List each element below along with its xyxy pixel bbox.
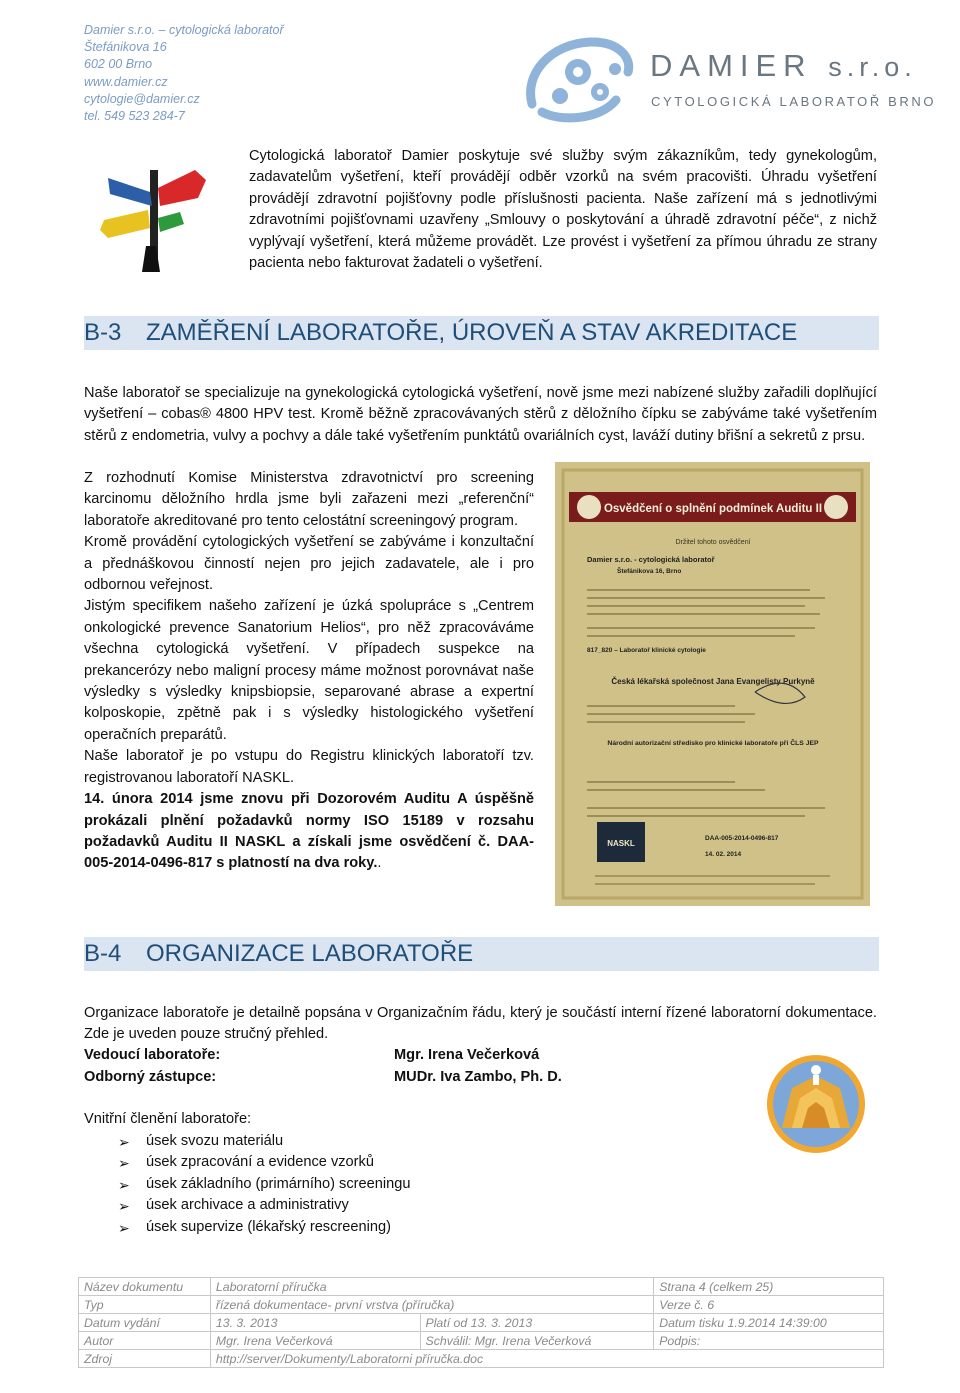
logo-wordmark: DAMIER s.r.o. [650, 48, 917, 83]
certificate-holder-address: Štefánikova 16, Brno [617, 568, 682, 575]
arrow-bullet-icon: ➢ [118, 1176, 130, 1193]
table-row [79, 1332, 884, 1350]
table-row [79, 1350, 884, 1368]
accreditation-certificate-image [555, 462, 870, 906]
footer-cell: řízená dokumentace- první vrstva (příručka) [210, 1296, 653, 1314]
list-item: ➢ úsek zpracování a evidence vzorků [118, 1152, 410, 1173]
table-row [79, 1314, 884, 1332]
footer-cell: http://server/Dokumenty/Laboratorni příručka.doc [210, 1350, 883, 1368]
paragraph: Jistým specifikem našeho zařízení je úzká spolupráce s „Centrem onkologické prevence Sanatorium Helios“, pro něž zpracováváme všechna cytologická vyšetření. V případech suspekce na prekancerózy nebo maligní procesy máme možnost porovnávat naše výsledky s výsledky knipsbiopsie, separované abrase a expertní kolposkopie, zpětně pak i s výsledky histologického vyšetření operačních preparátů. [84, 598, 534, 743]
table-row [79, 1296, 884, 1314]
list-item: ➢ úsek základního (primárního) screeningu [118, 1174, 410, 1195]
footer-cell: Zdroj [79, 1350, 211, 1368]
units-subheading: Vnitřní členění laboratoře: [84, 1111, 252, 1127]
footer-cell: Platí od 13. 3. 2013 [420, 1314, 654, 1332]
footer-cell: Autor [79, 1332, 211, 1350]
footer-cell: Název dokumentu [79, 1278, 211, 1296]
footer-cell: Schválil: Mgr. Irena Večerková [420, 1332, 654, 1350]
certificate-holder-label: Držitel tohoto osvědčení [675, 539, 751, 546]
paragraph: Z rozhodnutí Komise Ministerstva zdravotnictví pro screening karcinomu děložního hrdla jsme byli zařazeni mezi „referenční“ laboratoře akreditované pro tento celostátní screeningový program. [84, 470, 534, 529]
role-row: Vedoucí laboratoře: Mgr. Irena Večerková [84, 1047, 540, 1063]
intro-paragraph: Cytologická laboratoř Damier poskytuje své služby svým zákazníkům, tedy gynekologům, zadavatelům vyšetření, kteří provádějí odběr vzorků na svém pracovišti. Úhradu vyšetření provádějí zdravotní pojišťovny podle příslušnosti pacienta. Naše zařízení má s jednotlivými zdravotními pojišťovnami uzavřeny „Smlouvy o poskytování a úhradě zdravotní péče“, z nichž vyplývají vyšetření, která můžeme provádět. Lze provést i vyšetření za přímou úhradu ze strany pacienta nebo fakturovat žadateli o vyšetření. [249, 148, 877, 272]
organization-illustration-icon [762, 1048, 870, 1156]
logo-subtitle: CYTOLOGICKÁ LABORATOŘ BRNO [651, 94, 937, 109]
footer-cell: Mgr. Irena Večerková [210, 1332, 420, 1350]
address-line: cytologie@damier.cz [84, 91, 200, 106]
certificate-authority: Národní autorizační středisko pro klinické laboratoře při ČLS JEP [607, 740, 819, 747]
certificate-society: Česká lékařská společnost Jana Evangelisty Purkyně [611, 677, 815, 686]
signpost-icon [100, 150, 210, 275]
address-line: 602 00 Brno [84, 57, 153, 72]
damier-logo-icon [520, 34, 642, 124]
section-b3-column [84, 468, 534, 875]
list-item: ➢ úsek supervize (lékařský rescreening) [118, 1217, 410, 1238]
certificate-holder: Damier s.r.o. - cytologická laboratoř [587, 555, 715, 564]
units-list [118, 1131, 410, 1238]
address-line: Štefánikova 16 [84, 40, 167, 55]
footer-cell: Podpis: [654, 1332, 884, 1350]
footer-cell: Verze č. 6 [654, 1296, 884, 1314]
address-line: www.damier.cz [84, 74, 168, 89]
certificate-code: 817_820 – Laboratoř klinické cytologie [587, 647, 706, 654]
section-b3-intro: Naše laboratoř se specializuje na gynekologická cytologická vyšetření, nově jsme mezi nabízené služby zařadili doplňující vyšetření – cobas® 4800 HPV test. Kromě běžně zpracovávaných stěrů z děložního čípku se zabýváme také vyšetřením stěrů z endometria, vulvy a pochvy a dále také vyšetřením punktátů ovariálních cyst, laváží dutiny břišní a sekretů z prsu. [84, 385, 877, 444]
footer-cell: Typ [79, 1296, 211, 1314]
footer-cell: Datum vydání [79, 1314, 211, 1332]
section-b4-intro: Organizace laboratoře je detailně popsána v Organizačním řádu, který je součástí interní řízené laboratorní dokumentace. Zde je uveden pouze stručný přehled. [84, 1005, 877, 1043]
certificate-date: 14. 02. 2014 [705, 851, 742, 858]
certificate-title: Osvědčení o splnění podmínek Auditu II [603, 503, 823, 515]
arrow-bullet-icon: ➢ [118, 1134, 130, 1150]
footer-cell: Datum tisku 1.9.2014 14:39:00 [654, 1314, 884, 1332]
arrow-bullet-icon: ➢ [118, 1198, 130, 1215]
certificate-number: DAA-005-2014-0496-817 [705, 835, 779, 842]
list-item: ➢ úsek archivace a administrativy [118, 1195, 410, 1216]
svg-text:Národní autorizační středisko [607, 738, 819, 747]
footer-cell: Laboratorní příručka [210, 1278, 653, 1296]
role-row: Odborný zástupce: MUDr. Iva Zambo, Ph. D. [84, 1069, 562, 1085]
footer-cell: Strana 4 (celkem 25) [654, 1278, 884, 1296]
document-footer-table [78, 1277, 884, 1368]
footer-cell: 13. 3. 2013 [210, 1314, 420, 1332]
arrow-bullet-icon: ➢ [118, 1155, 130, 1172]
arrow-bullet-icon: ➢ [118, 1219, 130, 1236]
naskl-badge: NASKL [607, 839, 635, 848]
paragraph: Kromě provádění cytologických vyšetření se zabýváme i konzultační a přednáškovou činností nejen pro jejich zadavatele, ale i pro odbornou veřejnost. [84, 534, 534, 594]
paragraph: Naše laboratoř je po vstupu do Registru klinických laboratoří tzv. registrovanou laboratoří NASKL. [84, 748, 534, 786]
list-item: ➢ úsek svozu materiálu [118, 1131, 410, 1152]
table-row [79, 1278, 884, 1296]
address-line: Damier s.r.o. – cytologická laboratoř [84, 23, 284, 37]
section-b3-heading: B-3 ZAMĚŘENÍ LABORATOŘE, ÚROVEŇ A STAV AKREDITACE [84, 319, 798, 346]
accreditation-paragraph: 14. února 2014 jsme znovu při Dozorovém Auditu A úspěšně prokázali plnění požadavků normy ISO 15189 v rozsahu požadavků Auditu II NASKL a získali jsme osvědčení č. DAA-005-2014-0496-817 s platností na dva roky.. [84, 791, 534, 872]
section-b4-heading: B-4 ORGANIZACE LABORATOŘE [84, 940, 474, 967]
address-line: tel. 549 523 284-7 [84, 109, 185, 124]
sender-address [84, 22, 344, 125]
